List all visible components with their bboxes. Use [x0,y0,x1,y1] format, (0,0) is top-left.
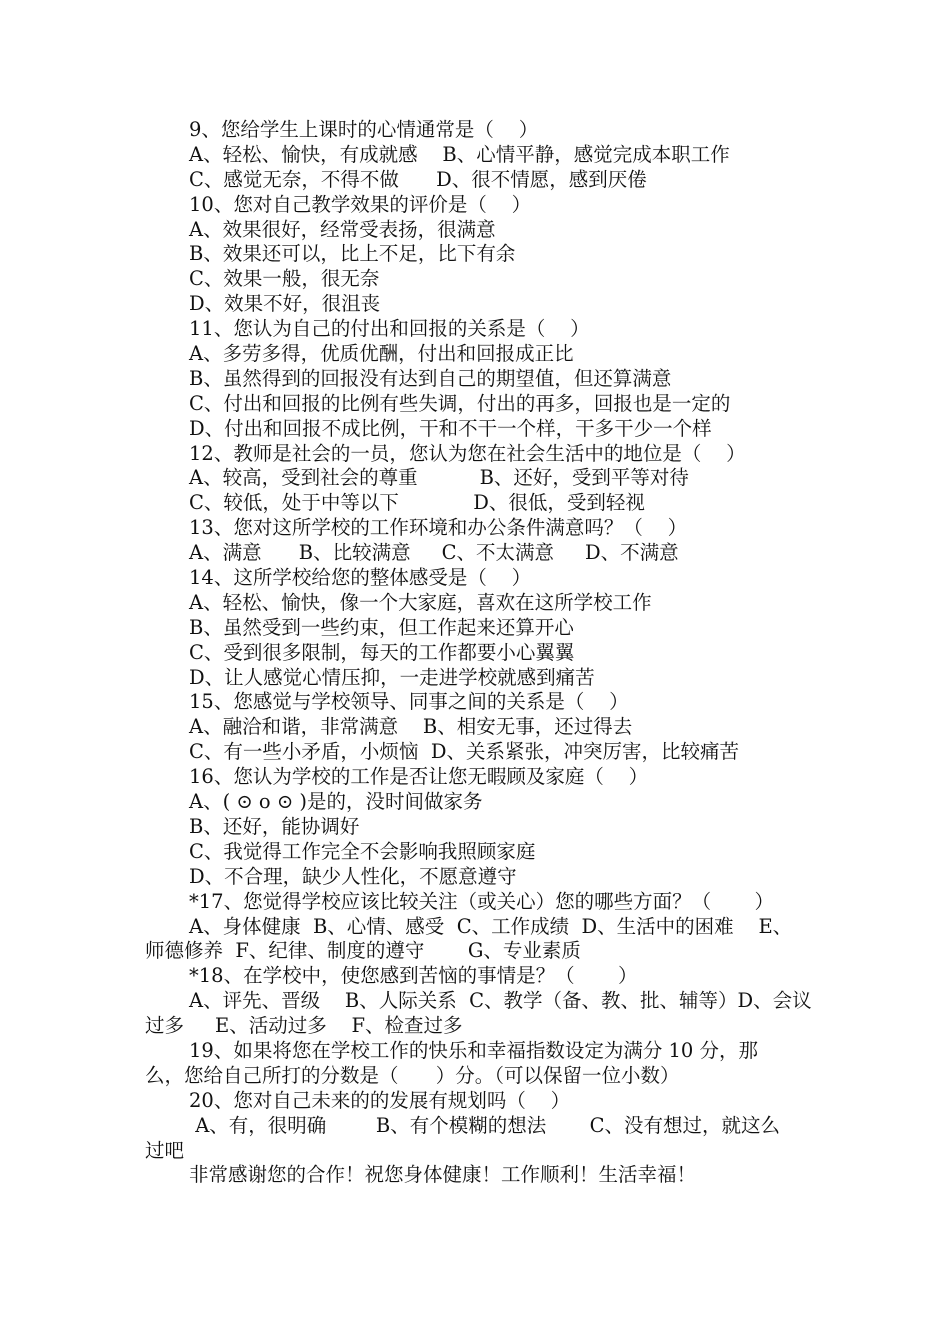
text-line: 过吧 [145,1138,185,1162]
text-line: B、还好，能协调好 [189,814,360,838]
text-line: A、融洽和谐，非常满意 B、相安无事，还过得去 [189,715,633,739]
text-line: A、轻松、愉快，像一个大家庭，喜欢在这所学校工作 [189,590,652,614]
text-line: 11、您认为自己的付出和回报的关系是（ ） [189,317,590,341]
text-line: 15、您感觉与学校领导、同事之间的关系是（ ） [189,690,629,714]
text-line: A、轻松、愉快，有成就感 B、心情平静，感觉完成本职工作 [189,142,730,166]
text-line: 14、这所学校给您的整体感受是（ ） [189,566,532,590]
text-line: A、较高，受到社会的尊重 B、还好，受到平等对待 [189,466,689,490]
text-line: D、让人感觉心情压抑，一走进学校就感到痛苦 [189,665,595,689]
text-line: A、满意 B、比较满意 C、不太满意 D、不满意 [189,541,679,565]
text-line: A、多劳多得，优质优酬，付出和回报成正比 [189,342,574,366]
text-line: 13、您对这所学校的工作环境和办公条件满意吗？（ ） [189,516,688,540]
text-line: 10、您对自己教学效果的评价是（ ） [189,192,532,216]
text-line: A、( ⊙ o ⊙ )是的，没时间做家务 [189,790,483,814]
text-line: D、效果不好，很沮丧 [189,292,381,316]
text-line: 9、您给学生上课时的心情通常是（ ） [189,118,539,141]
text-line: 过多 E、活动过多 F、检查过多 [145,1014,463,1038]
text-line: C、付出和回报的比例有些失调，付出的再多，回报也是一定的 [189,391,731,415]
text-line: A、身体健康 B、心情、感受 C、工作成绩 D、生活中的困难 E、 [189,914,793,938]
text-line: 非常感谢您的合作！祝您身体健康！工作顺利！生活幸福！ [189,1163,697,1187]
text-line: 么，您给自己所打的分数是（ ）分。（可以保留一位小数） [145,1063,680,1087]
text-line: 16、您认为学校的工作是否让您无暇顾及家庭（ ） [189,765,649,789]
text-line: D、付出和回报不成比例，干和不干一个样，干多干少一个样 [189,416,712,440]
questionnaire-text [145,118,810,1188]
text-line: 12、教师是社会的一员，您认为您在社会生活中的地位是（ ） [189,441,746,465]
text-line: B、效果还可以，比上不足，比下有余 [189,242,516,266]
text-line: C、感觉无奈，不得不做 D、很不情愿，感到厌倦 [189,167,647,191]
text-line: 师德修养 F、纪律、制度的遵守 G、专业素质 [145,939,581,963]
text-line: C、有一些小矛盾，小烦恼 D、关系紧张，冲突厉害，比较痛苦 [189,740,739,764]
text-line: A、效果很好，经常受表扬，很满意 [189,217,496,241]
text-line: A、评先、晋级 B、人际关系 C、教学（备、教、批、辅等）D、会议 [189,989,812,1013]
text-line: C、效果一般，很无奈 [189,267,380,291]
text-line: C、我觉得工作完全不会影响我照顾家庭 [189,839,536,863]
text-line: B、虽然得到的回报没有达到自己的期望值，但还算满意 [189,366,672,390]
text-line: C、受到很多限制，每天的工作都要小心翼翼 [189,640,575,664]
text-line: C、较低，处于中等以下 D、很低，受到轻视 [189,491,645,515]
text-line: 19、如果将您在学校工作的快乐和幸福指数设定为满分 10 分，那 [189,1038,759,1062]
text-line: *18、在学校中，使您感到苦恼的事情是？（ ） [189,964,638,988]
text-line: 20、您对自己未来的的发展有规划吗（ ） [189,1088,571,1112]
text-line: A、有，很明确 B、有个模糊的想法 C、没有想过，就这么 [189,1113,781,1137]
text-line: B、虽然受到一些约束，但工作起来还算开心 [189,615,574,639]
text-line: D、不合理，缺少人性化，不愿意遵守 [189,864,517,888]
text-line: *17、您觉得学校应该比较关注（或关心）您的哪些方面？（ ） [189,889,774,913]
